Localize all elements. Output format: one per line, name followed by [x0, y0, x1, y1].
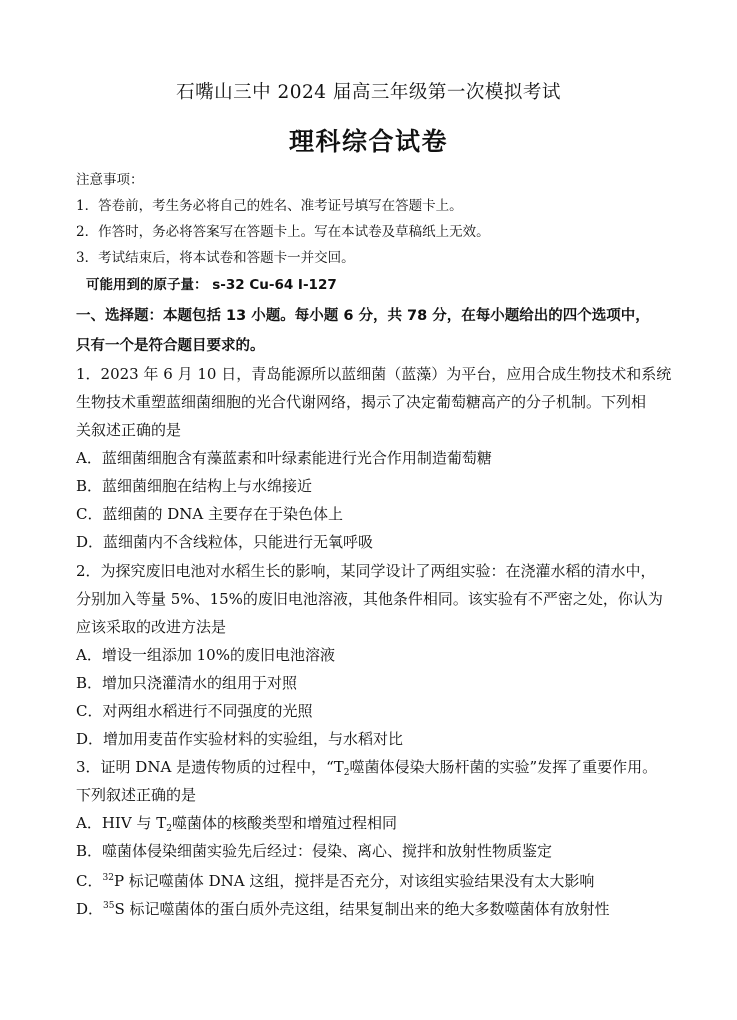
- q3-option-c-superscript: 32: [102, 873, 114, 883]
- q3-stem-text-b: 噬菌体侵染大肠杆菌的实验”发挥了重要作用。: [349, 758, 658, 776]
- q3-option-c-text-b: P 标记噬菌体 DNA 这组，搅拌是否充分，对该组实验结果没有太大影响: [113, 872, 595, 890]
- q1-stem-line1: 1．2023 年 6 月 10 日，青岛能源所以蓝细菌（蓝藻）为平台，应用合成生物技术和系统: [76, 365, 672, 383]
- q1-stem-line2: 生物技术重塑蓝细菌细胞的光合代谢网络，揭示了决定葡萄糖高产的分子机制。下列相: [76, 393, 647, 411]
- q3-stem-line1: [76, 758, 657, 782]
- q3-option-c: [76, 869, 594, 890]
- q1-option-a: A．蓝细菌细胞含有藻蓝素和叶绿素能进行光合作用制造葡萄糖: [76, 449, 492, 467]
- notice-item-1: 1．答卷前，考生务必将自己的姓名、准考证号填写在答题卡上。: [76, 198, 463, 214]
- q3-option-a: [76, 814, 397, 838]
- q1-stem-line3: 关叙述正确的是: [76, 421, 182, 439]
- q3-option-b: B．噬菌体侵染细菌实验先后经过：侵染、离心、搅拌和放射性物质鉴定: [76, 842, 553, 860]
- q3-option-d-text-a: D．: [76, 900, 104, 918]
- q3-option-c-text-a: C．: [76, 872, 103, 890]
- q3-option-d-superscript: 35: [103, 901, 115, 911]
- q2-option-b: B．增加只浇灌清水的组用于对照: [76, 674, 298, 692]
- notice-heading: 注意事项：: [76, 172, 144, 188]
- q2-stem-line2: 分别加入等量 5%、15%的废旧电池溶液，其他条件相同。该实验有不严密之处，你认为: [76, 590, 663, 608]
- q3-option-d: [76, 897, 610, 918]
- q3-option-a-text-b: 噬菌体的核酸类型和增殖过程相同: [171, 814, 397, 832]
- section1-heading-line1: 一、选择题：本题包括 13 小题。每小题 6 分，共 78 分，在每小题给出的四个选项中，: [76, 308, 650, 324]
- notice-item-3: 3．考试结束后，将本试卷和答题卡一并交回。: [76, 250, 355, 266]
- exam-subtitle: 理科综合试卷: [288, 127, 448, 156]
- q3-option-a-text-a: A．HIV 与 T: [76, 814, 167, 832]
- q2-option-d: D．增加用麦苗作实验材料的实验组，与水稻对比: [76, 730, 404, 748]
- q2-stem-line1: 2．为探究废旧电池对水稻生长的影响，某同学设计了两组实验：在浇灌水稻的清水中，: [76, 562, 656, 580]
- q3-option-d-text-b: S 标记噬菌体的蛋白质外壳这组，结果复制出来的绝大多数噬菌体有放射性: [114, 900, 610, 918]
- q1-option-b: B．蓝细菌细胞在结构上与水绵接近: [76, 477, 313, 495]
- q2-stem-line3: 应该采取的改进方法是: [76, 618, 227, 636]
- section1-heading-line2: 只有一个是符合题目要求的。: [76, 338, 265, 354]
- q1-option-c: C．蓝细菌的 DNA 主要存在于染色体上: [76, 505, 343, 523]
- q3-stem-subscript: 2: [343, 768, 350, 778]
- q3-stem-line2: 下列叙述正确的是: [76, 786, 197, 804]
- q3-option-a-subscript: 2: [166, 824, 172, 834]
- exam-title: 石嘴山三中 2024 届高三年级第一次模拟考试: [176, 82, 561, 103]
- q2-option-c: C．对两组水稻进行不同强度的光照: [76, 702, 313, 720]
- q3-stem-text-a: 3．证明 DNA 是遗传物质的过程中，“T: [76, 758, 344, 776]
- q2-option-a: A．增设一组添加 10%的废旧电池溶液: [76, 646, 335, 664]
- notice-item-2: 2．作答时，务必将答案写在答题卡上。写在本试卷及草稿纸上无效。: [76, 224, 490, 240]
- q1-option-d: D．蓝细菌内不含线粒体，只能进行无氧呼吸: [76, 533, 374, 551]
- atomic-masses: 可能用到的原子量： s-32 Cu-64 I-127: [86, 277, 337, 293]
